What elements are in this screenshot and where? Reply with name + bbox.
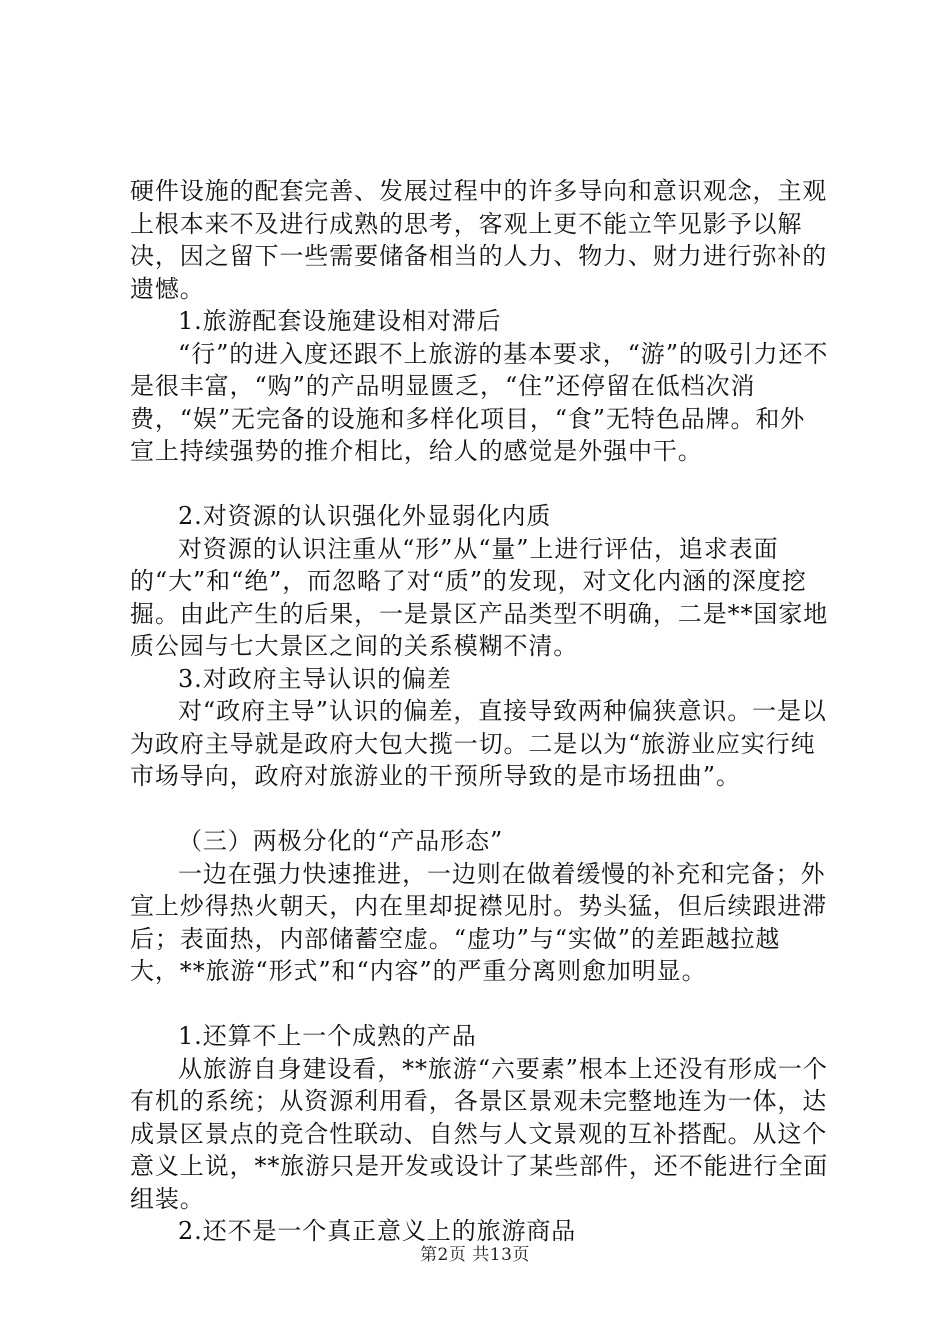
page-footer: 第2页 共13页 — [420, 1245, 530, 1265]
subheading-not-true-commodity: 2.还不是一个真正意义上的旅游商品 — [178, 1217, 577, 1245]
subheading-facilities-lag: 1.旅游配套设施建设相对滞后 — [178, 307, 502, 335]
subheading-immature-product: 1.还算不上一个成熟的产品 — [178, 1022, 477, 1050]
section-heading-product-form: （三）两极分化的“产品形态” — [178, 827, 504, 855]
paragraph-immature-product: 从旅游自身建设看，**旅游“六要素”根本上还没有形成一个有机的系统；从资源利用看，各景区景观未完整地连为一体，达成景区景点的竞合性联动、自然与人文景观的互补搭配。从这个意义上说，**旅游只是开发或设计了某些部件，还不能进行全面组装。 — [130, 1054, 829, 1213]
document-body — [130, 175, 830, 1248]
paragraph-facilities: “行”的进入度还跟不上旅游的基本要求，“游”的吸引力还不是很丰富，“购”的产品明显匮乏，“住”还停留在低档次消费，“娱”无完备的设施和多样化项目，“食”无特色品牌。和外宣上持续强势的推介相比，给人的感觉是外强中干。 — [130, 339, 829, 465]
paragraph-resource-recognition: 对资源的认识注重从“形”从“量”上进行评估，追求表面的“大”和“绝”，而忽略了对“质”的发现，对文化内涵的深度挖掘。由此产生的后果，一是景区产品类型不明确，二是**国家地质公园与七大景区之间的关系模糊不清。 — [130, 534, 829, 660]
paragraph-continuation: 硬件设施的配套完善、发展过程中的许多导向和意识观念，主观上根本来不及进行成熟的思考，客观上更不能立竿见影予以解决，因之留下一些需要储备相当的人力、物力、财力进行弥补的遗憾。 — [130, 177, 828, 303]
subheading-government-leadership: 3.对政府主导认识的偏差 — [178, 664, 452, 693]
subheading-resource-recognition: 2.对资源的认识强化外显弱化内质 — [178, 502, 552, 530]
paragraph-government-leadership: 对“政府主导”认识的偏差，直接导致两种偏狭意识。一是以为政府主导就是政府大包大揽一切。二是以为“旅游业应实行纯市场导向，政府对旅游业的干预所导致的是市场扭曲”。 — [130, 697, 827, 790]
paragraph-product-form: 一边在强力快速推进，一边则在做着缓慢的补充和完备；外宣上炒得热火朝天，内在里却捉襟见肘。势头猛，但后续跟进滞后；表面热，内部储蓄空虚。“虚功”与“实做”的差距越拉越大，**旅游“形式”和“内容”的严重分离则愈加明显。 — [130, 859, 828, 985]
